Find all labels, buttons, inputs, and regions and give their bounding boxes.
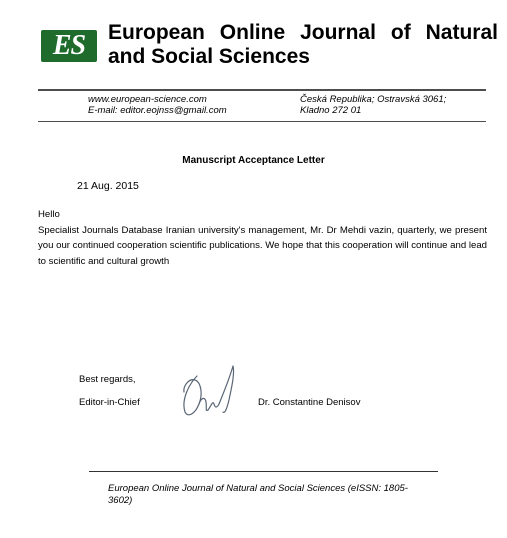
letter-paragraph: Specialist Journals Database Iranian university's management, Mr. Dr Mehdi vazin, quarterly, we present you our continued cooperation scientific publications. We hope that this cooperation will continue and lead to scientific and cultural growth [38,224,487,267]
header-divider-thick [38,89,486,91]
signer-name: Dr. Constantine Denisov [258,397,361,408]
journal-title-line2: and Social Sciences [108,45,310,68]
address-block [300,94,446,116]
footer-divider [89,471,438,472]
contact-block [88,94,227,116]
letter-closing: Best regards, [79,374,136,385]
address-line1: Česká Republika; Ostravská 3061; [300,94,447,105]
footer-citation: European Online Journal of Natural and Social Sciences (eISSN: 1805-3602) [108,483,408,506]
handwritten-signature [175,360,245,422]
journal-title-line1: European Online Journal of Natural [108,21,498,44]
address-line2: Kladno 272 01 [300,105,362,116]
header-divider-thin [38,121,486,122]
journal-logo: ES [41,30,97,62]
journal-title [108,21,498,69]
letter-date: 21 Aug. 2015 [77,180,139,192]
email-text: E-mail: editor.eojnss@gmail.com [88,105,227,116]
letter-greeting: Hello [38,209,60,220]
signer-role: Editor-in-Chief [79,397,140,408]
letter-title: Manuscript Acceptance Letter [182,155,325,166]
website-text: www.european-science.com [88,94,207,105]
letter-body [38,207,487,269]
